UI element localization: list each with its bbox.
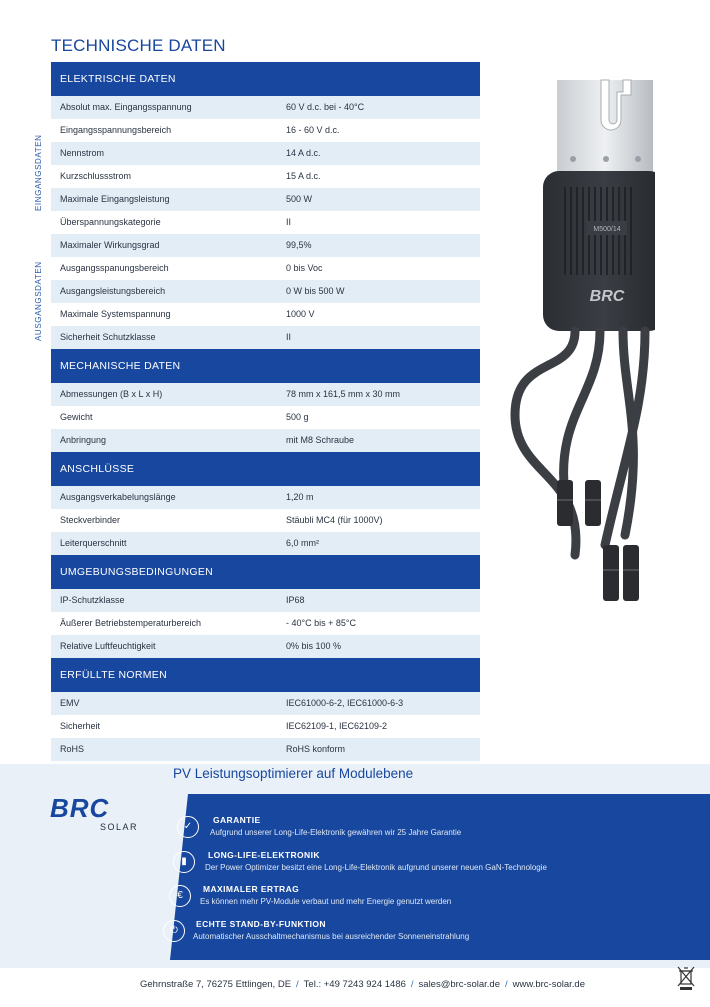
logo-tagline: SOLAR: [99, 822, 138, 832]
product-image: [505, 75, 655, 645]
table-row: [51, 635, 480, 658]
spec-label: Anbringung: [60, 435, 107, 445]
table-row: [51, 326, 480, 349]
table-row: [51, 280, 480, 303]
spec-label: RoHS: [60, 744, 85, 754]
footer: [140, 979, 585, 990]
table-row: [51, 211, 480, 234]
feature-desc: Es können mehr PV-Module verbaut und mehr Energie genutzt werden: [200, 897, 452, 906]
spec-label: Kurzschlussstrom: [60, 171, 132, 181]
table-row: [51, 589, 480, 612]
spec-value: IP68: [286, 595, 305, 605]
spec-value: 0 W bis 500 W: [286, 286, 345, 296]
spec-label: Ausgangsleistungsbereich: [60, 286, 166, 296]
side-label-input: EINGANGSDATEN: [34, 134, 43, 211]
section-header: MECHANISCHE DATEN: [51, 349, 480, 383]
page-title: TECHNISCHE DATEN: [51, 36, 226, 55]
table-row: [51, 486, 480, 509]
table-row: [51, 257, 480, 280]
spec-value: RoHS konform: [286, 744, 346, 754]
spec-value: 16 - 60 V d.c.: [286, 125, 340, 135]
spec-value: IEC62109-1, IEC62109-2: [286, 721, 388, 731]
spec-value: 78 mm x 161,5 mm x 30 mm: [286, 389, 401, 399]
feature-title: MAXIMALER ERTRAG: [203, 884, 300, 894]
section-header: ANSCHLÜSSE: [51, 452, 480, 486]
spec-label: Äußerer Betriebstemperaturbereich: [60, 618, 202, 628]
weee-bin-icon: [676, 965, 696, 991]
feature-desc: Aufgrund unserer Long-Life-Elektronik gewähren wir 25 Jahre Garantie: [210, 828, 462, 837]
product-subtitle: PV Leistungsoptimierer auf Modulebene: [173, 766, 414, 781]
spec-label: Relative Luftfeuchtigkeit: [60, 641, 156, 651]
section-header: UMGEBUNGSBEDINGUNGEN: [51, 555, 480, 589]
spec-label: Abmessungen (B x L x H): [60, 389, 163, 399]
spec-label: IP-Schutzklasse: [60, 595, 125, 605]
spec-value: 1000 V: [286, 309, 315, 319]
table-row: [51, 165, 480, 188]
spec-value: Stäubli MC4 (für 1000V): [286, 515, 383, 525]
table-row: [51, 532, 480, 555]
table-row: [51, 96, 480, 119]
spec-label: Eingangsspannungsbereich: [60, 125, 172, 135]
spec-value: 500 g: [286, 412, 309, 422]
table-row: [51, 383, 480, 406]
brc-logo-mark: [50, 793, 140, 833]
spec-label: Leiterquerschnitt: [60, 538, 127, 548]
spec-value: 0 bis Voc: [286, 263, 323, 273]
spec-value: 0% bis 100 %: [286, 641, 342, 651]
spec-value: 500 W: [286, 194, 313, 204]
footer-email[interactable]: sales@brc-solar.de: [418, 979, 500, 990]
spec-value: II: [286, 332, 292, 342]
table-row: [51, 303, 480, 326]
table-row: [51, 738, 480, 761]
table-row: [51, 406, 480, 429]
spec-label: Sicherheit Schutzklasse: [60, 332, 156, 342]
footer-address: Gehrnstraße 7, 76275 Ettlingen, DE: [140, 979, 292, 990]
spec-value: - 40°C bis + 85°C: [286, 618, 356, 628]
spec-label: EMV: [60, 698, 80, 708]
spec-label: Maximale Systemspannung: [60, 309, 171, 319]
footer-phone: Tel.: +49 7243 924 1486: [303, 979, 406, 990]
spec-label: Sicherheit: [60, 721, 101, 731]
table-row: [51, 692, 480, 715]
spec-label: Maximale Eingangsleistung: [60, 194, 170, 204]
spec-label: Überspannungskategorie: [60, 217, 161, 227]
spec-label: Absolut max. Eingangsspannung: [60, 102, 192, 112]
battery-icon: ▮: [173, 851, 195, 873]
certificate-icon: ✓: [177, 816, 199, 838]
spec-value: mit M8 Schraube: [286, 435, 355, 445]
spec-value: II: [286, 217, 292, 227]
footer-separator: /: [505, 979, 508, 990]
spec-value: 60 V d.c. bei - 40°C: [286, 102, 365, 112]
euro-icon: €: [169, 885, 191, 907]
power-icon: ⏻: [163, 920, 185, 942]
spec-label: Steckverbinder: [60, 515, 121, 525]
table-row: [51, 142, 480, 165]
brc-solar-logo: [50, 793, 140, 838]
logo-brand-text: BRC: [50, 793, 110, 823]
spec-label: Ausgangsverkabelungslänge: [60, 492, 176, 502]
section-header: ELEKTRISCHE DATEN: [51, 62, 480, 96]
spec-value: 14 A d.c.: [286, 148, 321, 158]
table-row: [51, 612, 480, 635]
table-row: [51, 234, 480, 257]
footer-separator: /: [296, 979, 299, 990]
spec-value: 1,20 m: [286, 492, 314, 502]
spec-table: [51, 62, 480, 761]
section-header: ERFÜLLTE NORMEN: [51, 658, 480, 692]
table-row: [51, 509, 480, 532]
table-row: [51, 188, 480, 211]
product-brand-mark: BRC: [589, 288, 625, 305]
spec-label: Gewicht: [60, 412, 93, 422]
spec-value: IEC61000-6-2, IEC61000-6-3: [286, 698, 404, 708]
footer-separator: /: [410, 979, 414, 990]
spec-value: 15 A d.c.: [286, 171, 321, 181]
side-label-output: AUSGANGSDATEN: [34, 261, 43, 341]
table-row: [51, 119, 480, 142]
spec-label: Ausgangsspanungsbereich: [60, 263, 169, 273]
footer-web[interactable]: www.brc-solar.de: [512, 979, 585, 990]
feature-desc: Automatischer Ausschaltmechanismus bei ausreichender Sonneneinstrahlung: [193, 932, 470, 941]
feature-desc: Der Power Optimizer besitzt eine Long-Life-Elektronik aufgrund unserer neuen GaN-Technologie: [205, 863, 547, 872]
table-row: [51, 715, 480, 738]
spec-value: 6,0 mm²: [286, 538, 320, 548]
product-model-label: M500/14: [593, 226, 621, 233]
spec-label: Nennstrom: [60, 148, 105, 158]
spec-label: Maximaler Wirkungsgrad: [60, 240, 160, 250]
spec-value: 99,5%: [286, 240, 312, 250]
table-row: [51, 429, 480, 452]
feature-title: LONG-LIFE-ELEKTRONIK: [208, 850, 320, 860]
feature-title: ECHTE STAND-BY-FUNKTION: [196, 919, 326, 929]
feature-title: GARANTIE: [213, 815, 261, 825]
